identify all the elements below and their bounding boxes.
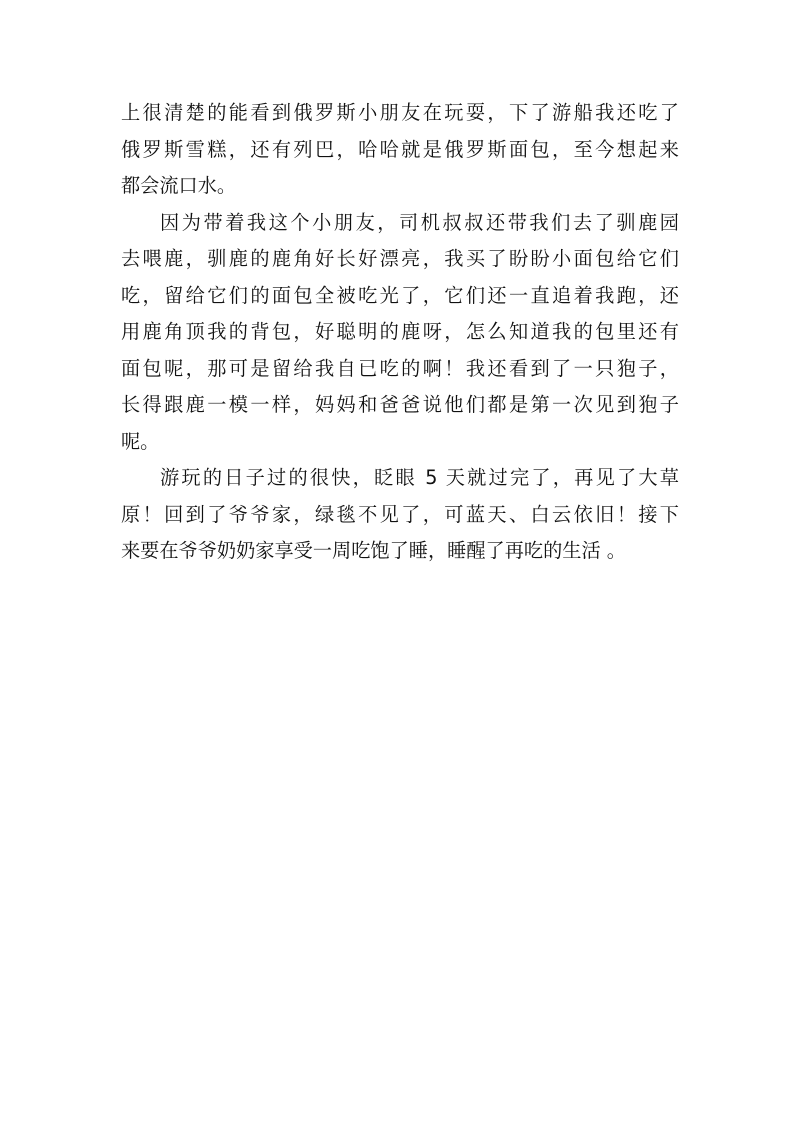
text-line: 呢。 <box>121 429 160 453</box>
text-line: 游玩的日子过的很快，眨眼 5 天就过完了，再见了大草 <box>160 466 679 489</box>
text-line: 面包呢，那可是留给我自已吃的啊！我还看到了一只狍子， <box>121 356 679 380</box>
text-line: 来要在爷爷奶奶家享受一周吃饱了睡，睡醒了再吃的生活 。 <box>121 539 626 562</box>
paragraph-1 <box>121 95 679 205</box>
text-line: 用鹿角顶我的背包，好聪明的鹿呀，怎么知道我的包里还有 <box>121 320 679 343</box>
document-body <box>121 95 679 570</box>
paragraph-2 <box>121 205 679 461</box>
text-line: 长得跟鹿一模一样，妈妈和爸爸说他们都是第一次见到狍子 <box>121 393 679 416</box>
text-line: 去喂鹿，驯鹿的鹿角好长好漂亮，我买了盼盼小面包给它们 <box>121 247 679 270</box>
text-line: 上很清楚的能看到俄罗斯小朋友在玩耍，下了游船我还吃了 <box>121 101 679 124</box>
paragraph-3 <box>121 460 679 570</box>
text-line: 都会流口水。 <box>121 174 237 197</box>
text-line: 吃，留给它们的面包全被吃光了，它们还一直追着我跑，还 <box>121 283 679 307</box>
text-line: 俄罗斯雪糕，还有列巴，哈哈就是俄罗斯面包，至今想起来 <box>121 137 679 161</box>
text-line: 因为带着我这个小朋友，司机叔叔还带我们去了驯鹿园 <box>160 210 679 234</box>
text-line: 原！回到了爷爷家，绿毯不见了，可蓝天、白云依旧！接下 <box>121 502 679 526</box>
